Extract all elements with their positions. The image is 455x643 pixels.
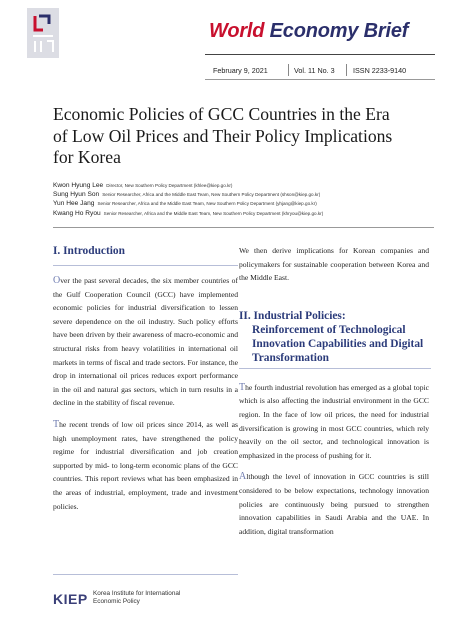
- author-line: [53, 190, 433, 199]
- paragraph-text: lthough the level of innovation in GCC countries is still considered to be below expectations, technology innovation policies are continuously being pursued to strengthen innovation capabilities in Saudi Arabia and the UAE. In addition, digital transformation: [239, 472, 429, 536]
- section-heading-line1: II. Industrial Policies:: [239, 309, 346, 322]
- author-line: [53, 209, 433, 218]
- author-name: Kwon Hyung Lee: [53, 182, 104, 189]
- authors-rule: [53, 227, 434, 228]
- author-role: Director, New Southern Policy Department (khlee@kiep.go.kr): [106, 183, 233, 188]
- drop-cap: T: [239, 381, 246, 393]
- section-heading-subtitle: Reinforcement of Technological Innovation Capabilities and Digital Transformation: [252, 323, 424, 364]
- author-role: Senior Researcher, Africa and the Middle East Team, New Southern Policy Department (shson@kiep.go.kr): [102, 192, 321, 198]
- kiep-logo: KIEP: [53, 591, 88, 607]
- paragraph: [53, 274, 238, 410]
- paragraph-text: ver the past several decades, the six member countries of the Gulf Cooperation Council (GCC) have implemented economic policies for industrial diversification to lessen severe dependence on the oil industry. Such policy efforts have been driven by their awareness of macro-economic and structural risks from heavy volatilities in international oil markets in terms of fiscal and trade sectors. For instance, the drop in international oil prices reduces export performance in the oil and natural gas sectors, which in turn results in a decline in the stability of fiscal revenue.: [53, 276, 238, 408]
- paragraph: We then derive implications for Korean companies and policymakers for sustainable cooperation between Korea and the Middle East.: [239, 246, 429, 283]
- author-name: Kwang Ho Ryou: [53, 209, 101, 217]
- institute-name-line1: Korea Institute for International: [93, 590, 181, 597]
- meta-divider: [346, 64, 347, 76]
- page-number: 1: [433, 628, 437, 634]
- kiep-emblem-logo: [27, 8, 59, 58]
- paragraph-text: he recent trends of low oil prices since 2014, as well as high unemployment rates, have strengthened the policy regime for industrial diversification and job creation supported by mid- to long-term economic plans of the GCC countries. This report reviews what has been emphasized in the areas of industrial, employment, trade and investment policies.: [53, 419, 238, 511]
- author-name: Yun Hee Jang: [53, 200, 95, 208]
- author-role: Senior Researcher, Africa and the Middle East Team, New Southern Policy Department (khryou@kiep.go.kr): [103, 210, 324, 216]
- issn: ISSN 2233-9140: [353, 66, 407, 75]
- issue-volume: Vol. 11 No. 3: [294, 66, 335, 75]
- header-rule: [205, 54, 435, 55]
- author-line: [53, 199, 433, 208]
- publication-brand: [209, 20, 408, 43]
- drop-cap: T: [53, 418, 60, 430]
- institute-name: [93, 590, 203, 605]
- drop-cap: O: [53, 275, 61, 286]
- left-column: [53, 244, 238, 513]
- paragraph: [239, 381, 429, 463]
- institute-name-line2: Economic Policy: [93, 597, 140, 605]
- section-rule: [239, 368, 431, 369]
- author-role: Senior Researcher, Africa and the Middle East Team, New Southern Policy Department (yhjang@kiep.go.kr): [97, 201, 317, 207]
- issue-date: February 9, 2021: [213, 66, 268, 75]
- brand-word-world: World: [209, 20, 265, 42]
- meta-rule: [205, 79, 435, 80]
- right-column: [239, 244, 429, 538]
- document-title: Economic Policies of GCC Countries in the Era of Low Oil Prices and Their Policy Implications for Korea: [53, 104, 393, 167]
- author-list: [53, 181, 433, 218]
- author-line: [53, 181, 433, 190]
- paragraph-text: he fourth industrial revolution has emerged as a global topic which is also affecting the industrial environment in the GCC region. In the face of low oil prices, the need for industrial diversification is growing in most GCC countries, which rely heavily on the oil sector, and technological innovation is emphasized in the process of pushing for it.: [239, 382, 429, 460]
- author-name: Sung Hyun Son: [53, 191, 100, 199]
- drop-cap: A: [239, 471, 247, 483]
- brand-word-economy-brief: Economy Brief: [269, 20, 409, 42]
- section-heading-industrial-policies: [239, 309, 429, 365]
- section-rule: [53, 265, 238, 266]
- paragraph: [53, 418, 238, 513]
- footer-rule: [53, 574, 238, 575]
- paragraph: [239, 470, 429, 538]
- meta-divider: [288, 64, 289, 76]
- section-heading-introduction: I. Introduction: [53, 245, 125, 257]
